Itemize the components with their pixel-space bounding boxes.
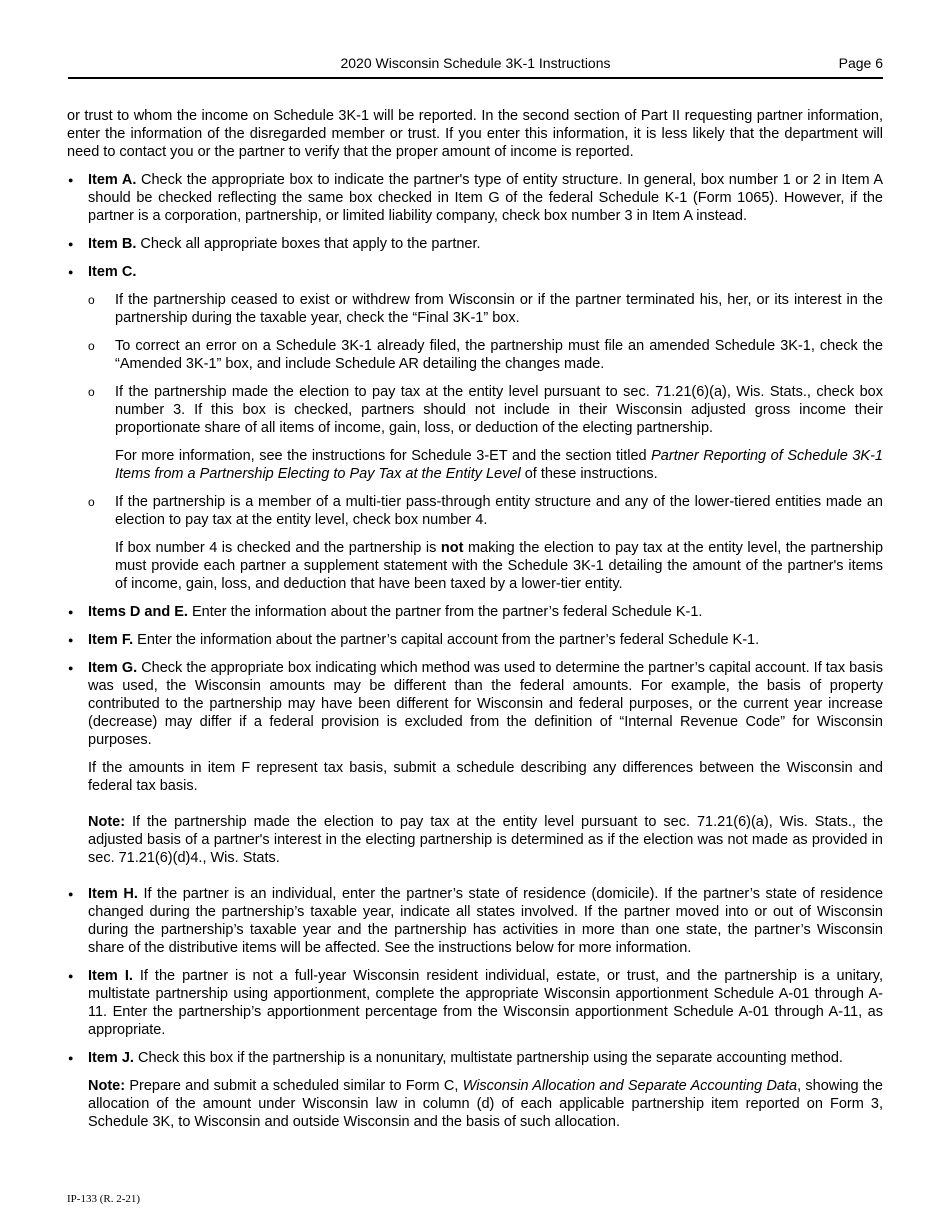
item-f-label: Item F. — [88, 632, 134, 648]
item-c-sub-multi-tier: o If the partnership is a member of a multi-tier pass-through entity structure and any of the lower-tiered entities made an election to pay tax at the entity level, check box number 4. — [115, 493, 883, 529]
item-c-multi-tier-more-info: If box number 4 is checked and the partnership is not making the election to pay tax at the entity level, the partnership must provide each partner a supplement statement with the Schedule 3K-1 detailing the amount of the partner's items of income, gain, loss, and deduction that have been taxed by a lower-tier entity. — [115, 540, 884, 592]
item-h-label: Item H. — [88, 886, 138, 902]
item-de-text: Enter the information about the partner from the partner’s federal Schedule K-1. — [191, 604, 703, 620]
item-j-text: Check this box if the partnership is a nonunitary, multistate partnership using the separate accounting method. — [137, 1050, 843, 1066]
item-g — [67, 659, 883, 749]
item-g-note: Note: If the partnership made the election to pay tax at the entity level pursuant to sec. 71.21(6)(a), Wis. Stats., the adjusted basis of a partner's interest in the electing partnership is determined as if the election was not made as provided in sec. 71.21(6)(d)4., Wis. Stats. — [88, 814, 884, 866]
item-b — [67, 235, 883, 253]
item-j-label: Item J. — [88, 1050, 134, 1066]
form-c-title: Wisconsin Allocation and Separate Accounting Data — [462, 1078, 798, 1094]
item-j-note: Note: Prepare and submit a scheduled similar to Form C, Wisconsin Allocation and Separate Accounting Data, showing the allocation of the amount under Wisconsin law in column (d) of each applicable partnership item reported on Form 3, Schedule 3K, to Wisconsin and outside Wisconsin and the basis of such allocation. — [88, 1078, 883, 1130]
header-title: 2020 Wisconsin Schedule 3K-1 Instructions — [340, 55, 611, 71]
item-a — [67, 171, 883, 225]
item-b-label: Item B. — [88, 236, 137, 252]
item-c-sub-election: o If the partnership made the election to pay tax at the entity level pursuant to sec. 71.21(6)(a), Wis. Stats., check box number 3. If this box is checked, partners should not include in their Wisconsin adjusted gross income their proportionate share of all items of income, gain, loss, or deduction of the electing partnership. — [115, 383, 883, 437]
document-body — [67, 107, 883, 1141]
item-a-label: Item A. — [88, 172, 137, 188]
item-c-label: Item C. — [88, 264, 137, 280]
item-g-text: Check the appropriate box indicating which method was used to determine the partner’s capital account. If tax basis was used, the Wisconsin amounts may be different than the federal amounts. For example, the basis of property contributed to the partnership may have been different for Wisconsin and federal purposes, or the current year increase (decrease) may differ if a federal provision is excluded from the definition of “Internal Revenue Code” for Wisconsin purposes. — [88, 660, 883, 748]
item-g-tax-basis: If the amounts in item F represent tax basis, submit a schedule describing any differences between the Wisconsin and federal tax basis. — [88, 760, 883, 794]
item-f — [67, 631, 883, 649]
section-title-reference: Partner Reporting of Schedule 3K-1 Items from a Partnership Electing to Pay Tax at the Entity Level — [115, 448, 883, 482]
item-c-sub-final: o If the partnership ceased to exist or withdrew from Wisconsin or if the partner terminated his, her, or its interest in the partnership during the taxable year, check the “Final 3K-1” box. — [115, 291, 883, 327]
item-g-label: Item G. — [88, 660, 138, 676]
item-c-election-more-info: For more information, see the instructions for Schedule 3-ET and the section titled Partner Reporting of Schedule 3K-1 Items from a Partnership Electing to Pay Tax at the Entity Level of these instructions. — [115, 448, 883, 482]
form-footer-code: IP-133 (R. 2-21) — [67, 1193, 141, 1205]
item-de-label: Items D and E. — [88, 604, 188, 620]
item-a-text: Check the appropriate box to indicate the partner's type of entity structure. In general, box number 1 or 2 in Item A should be checked reflecting the same box checked in Item G of the federal Schedule K-1 (Form 1065). However, if the partner is a corporation, partnership, or limited liability company, check box number 3 in Item A instead. — [88, 172, 883, 224]
item-i — [67, 967, 883, 1039]
item-c-sub-amended: o To correct an error on a Schedule 3K-1 already filed, the partnership must file an amended Schedule 3K-1, check the “Amended 3K-1” box, and include Schedule AR detailing the changes made. — [115, 337, 883, 373]
item-f-text: Enter the information about the partner’s capital account from the partner’s federal Schedule K-1. — [137, 632, 760, 648]
item-i-text: If the partner is not a full-year Wisconsin resident individual, estate, or trust, and the partnership is a unitary, multistate partnership using apportionment, complete the appropriate Wisconsin apportionment Schedule A-01 through A-11. Enter the partnership’s apportionment percentage from the Wisconsin apportionment Schedule A-01 through A-11, as appropriate. — [88, 968, 883, 1038]
item-h-text: If the partner is an individual, enter the partner’s state of residence (domicile). If the partner’s state of residence changed during the partnership’s taxable year, indicate all states involved. If the partner moved into or out of Wisconsin during the partnership’s taxable year and the partnership has activities in more than one state, the partner’s Wisconsin share of the distributive items will be affected. See the instructions below for more information. — [88, 886, 884, 956]
page-number: Page 6 — [838, 55, 883, 71]
item-j — [67, 1049, 883, 1067]
item-c — [67, 263, 883, 281]
item-i-label: Item I. — [88, 968, 133, 984]
page-header — [68, 53, 883, 79]
item-b-text: Check all appropriate boxes that apply to the partner. — [140, 236, 481, 252]
item-h — [67, 885, 883, 957]
item-d-e — [67, 603, 883, 621]
intro-paragraph: or trust to whom the income on Schedule 3K-1 will be reported. In the second section of Part II requesting partner information, enter the information of the disregarded member or trust. If you enter this information, it is less likely that the department will need to contact you or the partner to verify that the proper amount of income is reported. — [67, 108, 883, 160]
